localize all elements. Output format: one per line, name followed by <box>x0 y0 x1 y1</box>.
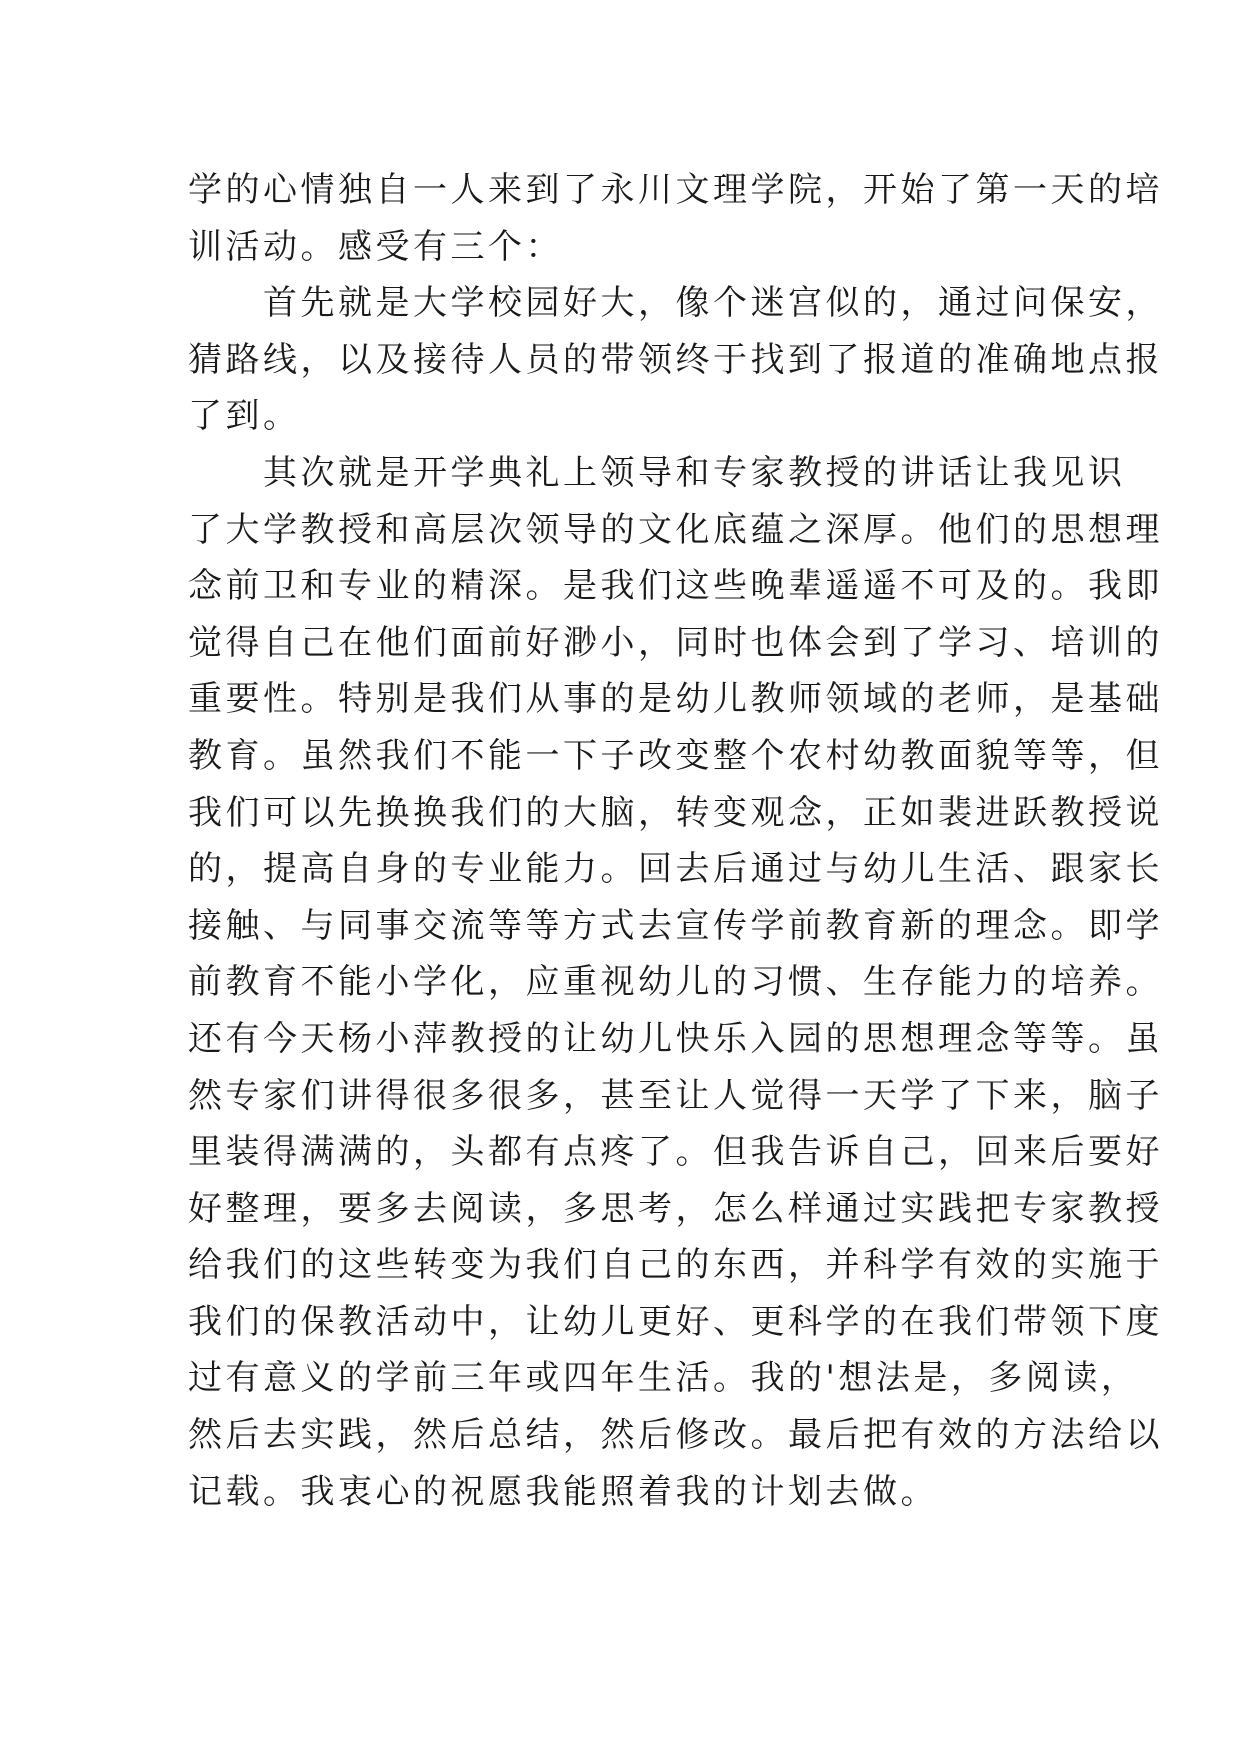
text-line: 猜路线，以及接待人员的带领终于找到了报道的准确地点报 <box>188 339 1163 380</box>
text-line: 记载。我衷心的祝愿我能照着我的计划去做。 <box>188 1471 938 1512</box>
text-line: 我们的保教活动中，让幼儿更好、更科学的在我们带领下度 <box>188 1301 1163 1342</box>
text-line: 的，提高自身的专业能力。回去后通过与幼儿生活、跟家长 <box>188 849 1163 890</box>
text-line: 里装得满满的，头都有点疼了。但我告诉自己，回来后要好 <box>188 1132 1163 1173</box>
text-line: 重要性。特别是我们从事的是幼儿教师领域的老师，是基础 <box>188 679 1163 720</box>
text-line: 过有意义的学前三年或四年生活。我的'想法是，多阅读， <box>188 1358 1139 1399</box>
text-line: 还有今天杨小萍教授的让幼儿快乐入园的思想理念等等。虽 <box>188 1018 1163 1059</box>
text-line: 念前卫和专业的精深。是我们这些晚辈遥遥不可及的。我即 <box>188 566 1163 607</box>
text-line: 觉得自己在他们面前好渺小，同时也体会到了学习、培训的 <box>188 622 1163 663</box>
text-line: 学的心情独自一人来到了永川文理学院，开始了第一天的培 <box>188 170 1163 210</box>
text-line: 了到。 <box>188 396 301 437</box>
text-line: 接触、与同事交流等等方式去宣传学前教育新的理念。即学 <box>188 905 1163 946</box>
text-line: 我们可以先换换我们的大脑，转变观念，正如裴进跃教授说 <box>188 792 1163 833</box>
text-line: 了大学教授和高层次领导的文化底蕴之深厚。他们的思想理 <box>188 509 1163 550</box>
text-line: 然后去实践，然后总结，然后修改。最后把有效的方法给以 <box>188 1415 1163 1456</box>
text-line: 然专家们讲得很多很多，甚至让人觉得一天学了下来，脑子 <box>188 1075 1163 1116</box>
text-line: 训活动。感受有三个： <box>188 226 563 267</box>
text-line: 前教育不能小学化，应重视幼儿的习惯、生存能力的培养。 <box>188 962 1163 1003</box>
text-line: 给我们的这些转变为我们自己的东西，并科学有效的实施于 <box>188 1245 1163 1286</box>
text-line: 好整理，要多去阅读，多思考，怎么样通过实践把专家教授 <box>188 1188 1163 1229</box>
text-line: 教育。虽然我们不能一下子改变整个农村幼教面貌等等，但 <box>188 735 1163 776</box>
document-body <box>188 162 1163 1520</box>
paragraph-first-line: 其次就是开学典礼上领导和专家教授的讲话让我见识 <box>263 452 1126 493</box>
paragraph-first-line: 首先就是大学校园好大，像个迷宫似的，通过问保安， <box>263 283 1163 324</box>
